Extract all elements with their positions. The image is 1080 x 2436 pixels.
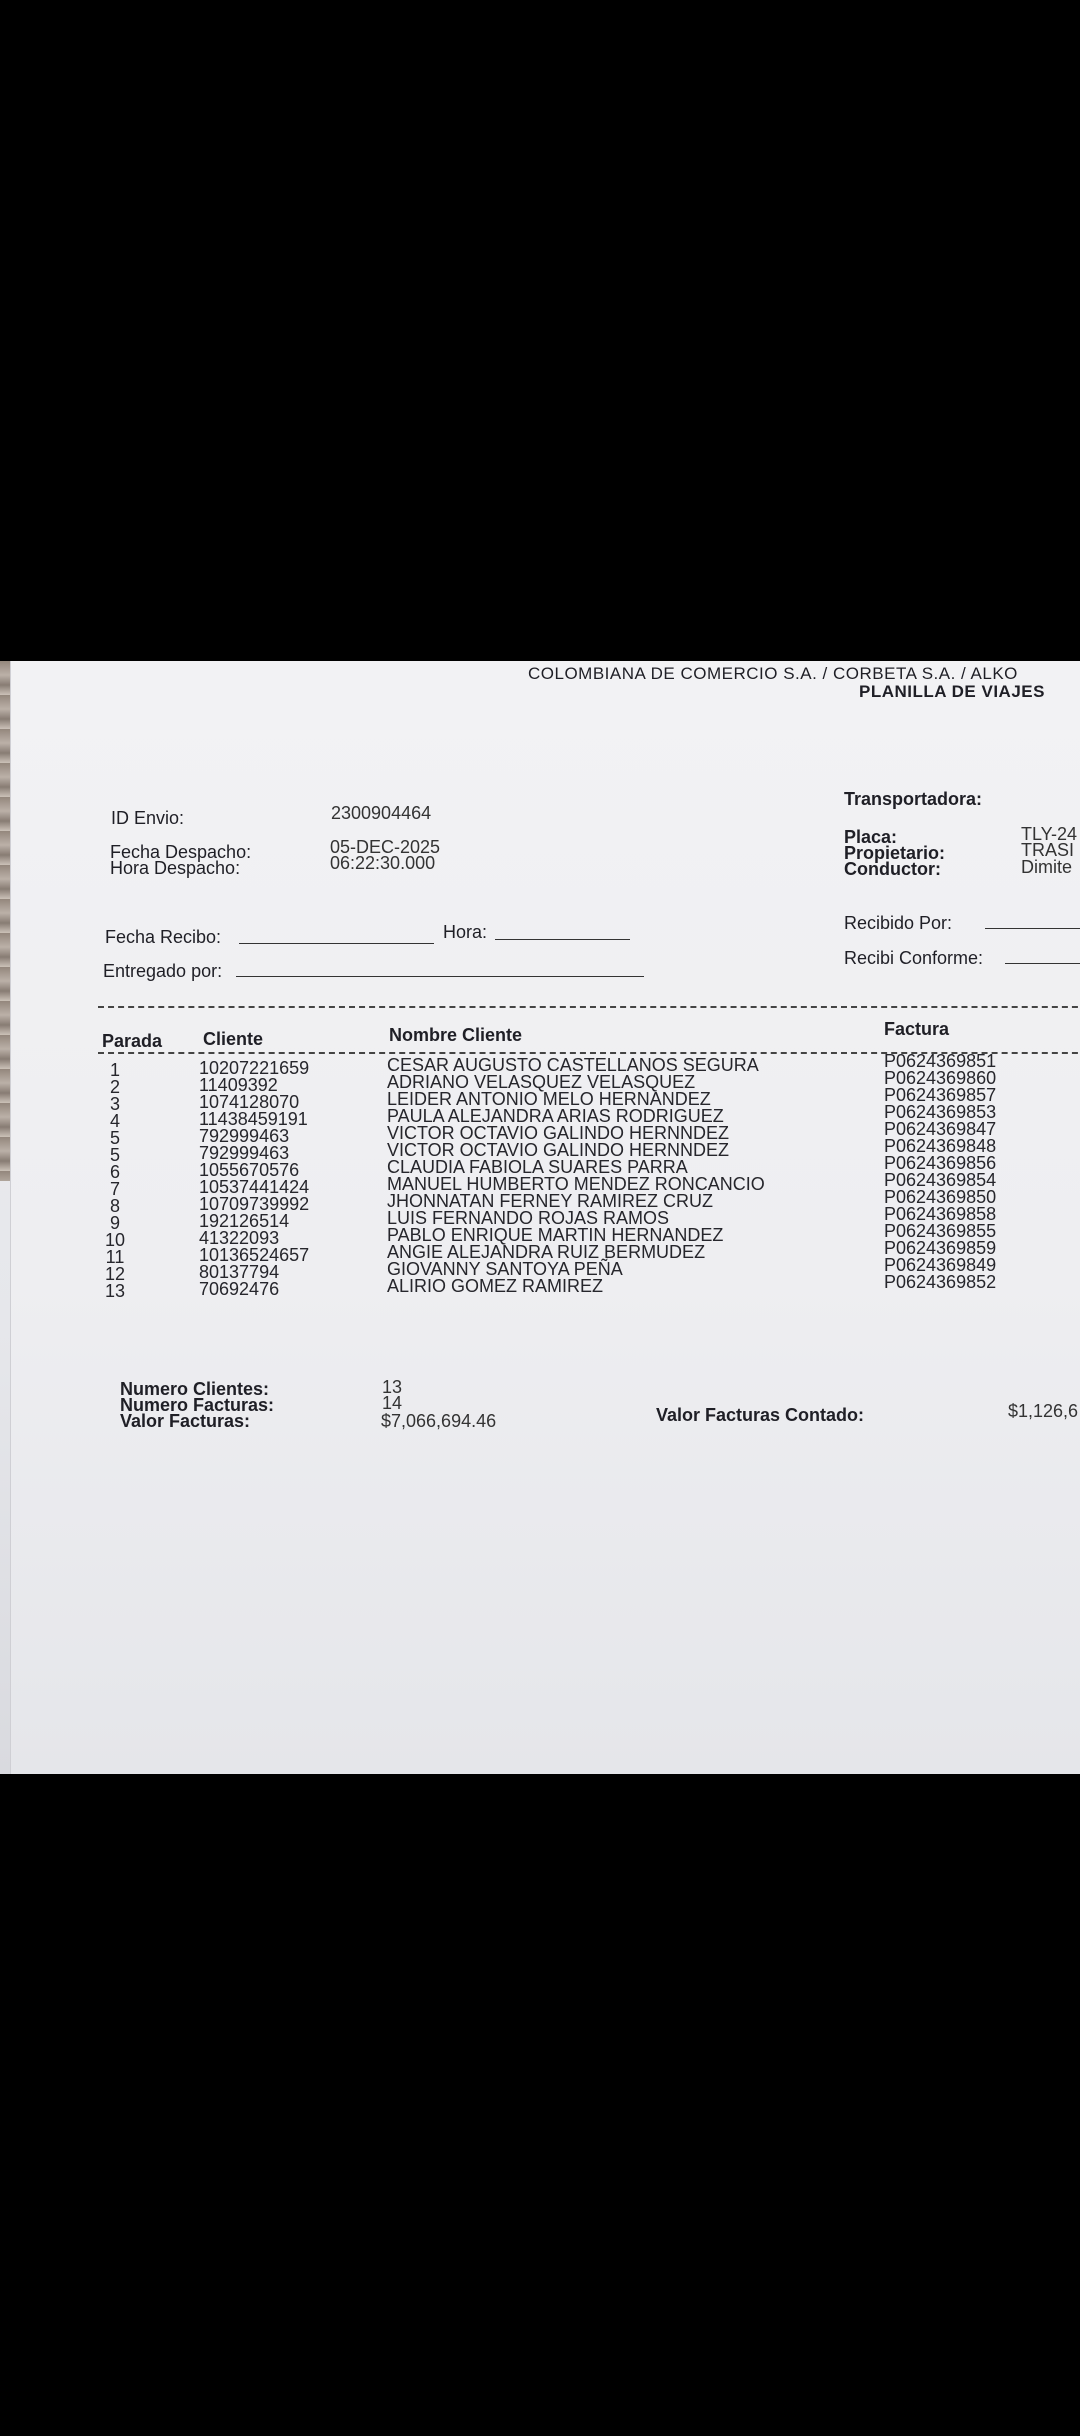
table-cell-parada: 2 [109, 1077, 120, 1097]
hora-despacho-value: 06:22:30.000 [330, 853, 436, 873]
valor-facturas-value: $7,066,694.46 [381, 1411, 497, 1431]
valor-facturas-label: Valor Facturas: [120, 1411, 251, 1431]
table-cell-nombre: PAULA ALEJANDRA ARIAS RODRIGUEZ [387, 1106, 724, 1126]
table-cell-factura: P0624369848 [884, 1136, 997, 1156]
numero-facturas-label: Numero Facturas: [120, 1395, 275, 1415]
placa-label: Placa: [844, 827, 898, 847]
conductor-value: Dimite [1021, 857, 1073, 877]
hora-line [495, 939, 630, 940]
paper-sheet [10, 661, 1080, 1774]
table-cell-factura: P0624369850 [884, 1187, 997, 1207]
table-cell-factura: P0624369849 [884, 1255, 997, 1275]
numero-clientes-label: Numero Clientes: [120, 1379, 270, 1399]
table-cell-nombre: CESAR AUGUSTO CASTELLANOS SEGURA [387, 1055, 759, 1075]
table-cell-factura: P0624369860 [884, 1068, 997, 1088]
col-factura-header: Factura [884, 1019, 950, 1039]
table-cell-cliente: 10207221659 [199, 1058, 310, 1078]
table-cell-nombre: LEIDER ANTONIO MELO HERNANDEZ [387, 1089, 711, 1109]
table-cell-nombre: LUIS FERNANDO ROJAS RAMOS [387, 1208, 670, 1228]
table-cell-cliente: 10709739992 [199, 1194, 310, 1214]
table-cell-factura: P0624369853 [884, 1102, 997, 1122]
recibi-conforme-line [1005, 963, 1080, 964]
table-cell-cliente: 192126514 [199, 1211, 290, 1231]
col-parada-header: Parada [102, 1031, 163, 1051]
table-cell-cliente: 70692476 [199, 1279, 280, 1299]
table-cell-parada: 5 [109, 1128, 120, 1148]
valor-contado-value: $1,126,6 [1008, 1401, 1079, 1421]
nombre-column [387, 1057, 765, 1295]
table-cell-cliente: 792999463 [199, 1126, 290, 1146]
id-envio-value: 2300904464 [331, 803, 432, 823]
table-cell-cliente: 80137794 [199, 1262, 280, 1282]
table-cell-factura: P0624369855 [884, 1221, 997, 1241]
document-photo [0, 661, 1080, 1774]
cliente-column [199, 1060, 309, 1298]
transportadora-label: Transportadora: [844, 789, 983, 809]
entregado-por-line [236, 976, 644, 977]
table-cell-parada: 8 [109, 1196, 120, 1216]
table-top-divider [98, 1006, 1080, 1008]
table-cell-parada: 10 [104, 1230, 126, 1250]
table-cell-nombre: GIOVANNY SANTOYA PEÑA [387, 1259, 623, 1279]
table-cell-cliente: 792999463 [199, 1143, 290, 1163]
parada-column [95, 1062, 135, 1300]
document-title: PLANILLA DE VIAJES [859, 682, 1045, 701]
placa-value: TLY-24 [1021, 824, 1078, 844]
table-cell-factura: P0624369851 [884, 1051, 997, 1071]
table-cell-cliente: 41322093 [199, 1228, 280, 1248]
fecha-despacho-value: 05-DEC-2025 [330, 837, 441, 857]
table-cell-factura: P0624369858 [884, 1204, 997, 1224]
table-cell-parada: 12 [104, 1264, 126, 1284]
table-cell-parada: 6 [109, 1162, 120, 1182]
table-cell-factura: P0624369854 [884, 1170, 997, 1190]
company-name: COLOMBIANA DE COMERCIO S.A. / CORBETA S.A. / ALKO [528, 664, 1018, 683]
table-cell-cliente: 1074128070 [199, 1092, 300, 1112]
col-nombre-header: Nombre Cliente [389, 1025, 523, 1045]
col-cliente-header: Cliente [203, 1029, 264, 1049]
table-cell-parada: 5 [109, 1145, 120, 1165]
fecha-recibo-label: Fecha Recibo: [105, 927, 222, 947]
table-cell-parada: 13 [104, 1281, 126, 1301]
table-cell-factura: P0624369857 [884, 1085, 997, 1105]
numero-facturas-value: 14 [382, 1393, 403, 1413]
table-cell-cliente: 11438459191 [199, 1109, 308, 1129]
table-cell-nombre: CLAUDIA FABIOLA SUARES PARRA [387, 1157, 688, 1177]
propietario-label: Propietario: [844, 843, 946, 863]
table-cell-cliente: 10537441424 [199, 1177, 310, 1197]
table-cell-parada: 1 [109, 1060, 120, 1080]
table-cell-nombre: VICTOR OCTAVIO GALINDO HERNNDEZ [387, 1123, 730, 1143]
table-cell-parada: 3 [109, 1094, 120, 1114]
table-cell-parada: 11 [105, 1247, 125, 1267]
table-cell-cliente: 1055670576 [199, 1160, 300, 1180]
table-cell-factura: P0624369847 [884, 1119, 997, 1139]
numero-clientes-value: 13 [382, 1377, 403, 1397]
table-cell-nombre: ANGIE ALEJANDRA RUIZ BERMUDEZ [387, 1242, 706, 1262]
valor-contado-label: Valor Facturas Contado: [656, 1405, 865, 1425]
fecha-recibo-line [239, 943, 434, 944]
table-cell-factura: P0624369852 [884, 1272, 997, 1292]
table-cell-nombre: PABLO ENRIQUE MARTIN HERNANDEZ [387, 1225, 724, 1245]
recibi-conforme-label: Recibi Conforme: [844, 948, 984, 968]
table-cell-nombre: ALIRIO GOMEZ RAMIREZ [387, 1276, 604, 1296]
table-cell-parada: 4 [109, 1111, 120, 1131]
hora-despacho-label: Hora Despacho: [110, 858, 241, 878]
entregado-por-label: Entregado por: [103, 961, 223, 981]
hora-label: Hora: [443, 922, 488, 942]
table-cell-nombre: MANUEL HUMBERTO MENDEZ RONCANCIO [387, 1174, 765, 1194]
table-cell-nombre: VICTOR OCTAVIO GALINDO HERNNDEZ [387, 1140, 730, 1160]
id-envio-label: ID Envio: [111, 808, 185, 828]
propietario-value: TRASI [1021, 840, 1075, 860]
table-cell-parada: 7 [109, 1179, 120, 1199]
fecha-despacho-label: Fecha Despacho: [110, 842, 252, 862]
table-cell-nombre: ADRIANO VELASQUEZ VELASQUEZ [387, 1072, 696, 1092]
table-cell-cliente: 10136524657 [199, 1245, 310, 1265]
recibido-por-line [985, 928, 1080, 929]
recibido-por-label: Recibido Por: [844, 913, 953, 933]
table-cell-cliente: 11409392 [199, 1075, 278, 1095]
table-cell-parada: 9 [109, 1213, 120, 1233]
table-cell-factura: P0624369859 [884, 1238, 997, 1258]
factura-column [884, 1053, 996, 1291]
table-cell-nombre: JHONNATAN FERNEY RAMIREZ CRUZ [387, 1191, 714, 1211]
conductor-label: Conductor: [844, 859, 941, 879]
table-cell-factura: P0624369856 [884, 1153, 997, 1173]
